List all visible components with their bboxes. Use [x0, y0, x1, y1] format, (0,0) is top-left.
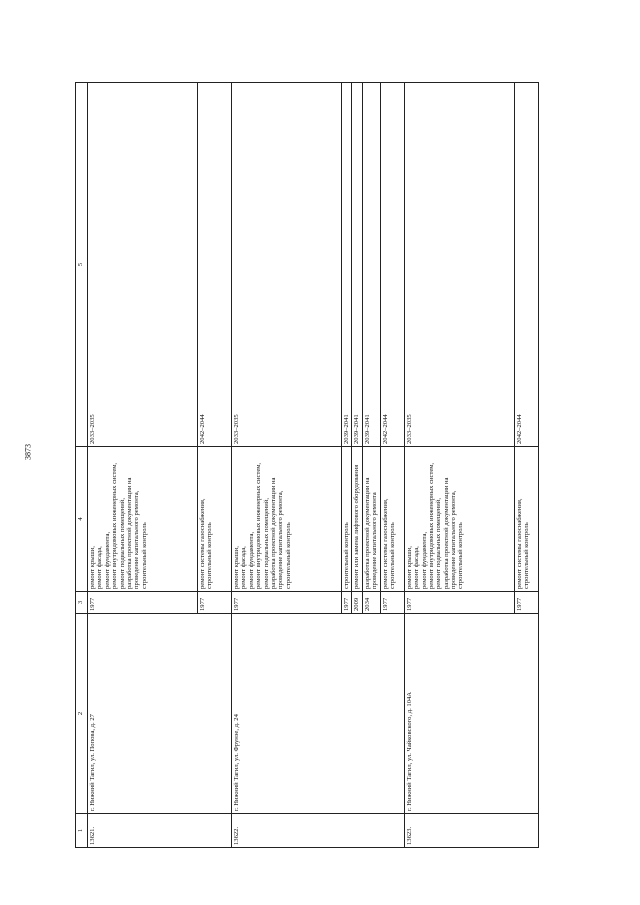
- object-address: г. Нижний Тагил, ул. Чайковского, д. 104А: [404, 614, 538, 814]
- repair-schedule-table: [75, 82, 539, 848]
- repair-work-item: ремонт системы газоснабжения,: [515, 498, 523, 589]
- repair-work-item: строительный контроль: [457, 522, 465, 589]
- commissioning-year: 1977: [380, 592, 404, 614]
- repair-work-item: строительный контроль: [523, 522, 531, 589]
- repair-work-item: проведение капитального ремонта,: [277, 490, 285, 589]
- repair-works: [514, 447, 538, 592]
- planned-period: 2039–2041: [352, 83, 362, 447]
- table-row: [232, 83, 342, 848]
- object-address: г. Нижний Тагил, ул. Попова, д. 27: [88, 614, 232, 814]
- planned-period: 2042–2044: [380, 83, 404, 447]
- object-address: г. Нижний Тагил, ул. Фрунзе, д. 24: [232, 614, 405, 814]
- repair-works: [362, 447, 380, 592]
- repair-work-item: ремонт крыши,: [89, 546, 96, 589]
- repair-work-item: строительный контроль: [140, 522, 148, 589]
- repair-work-item: ремонт внутридомовых инженерных систем,: [255, 462, 263, 589]
- repair-work-item: ремонт фундамента,: [247, 531, 255, 589]
- column-number: 4: [76, 447, 88, 592]
- object-number: 13622.: [232, 814, 405, 848]
- repair-work-item: разработка проектной документации на: [269, 477, 277, 589]
- repair-work-item: разработка проектной документации на: [125, 477, 133, 589]
- commissioning-year: 1977: [342, 592, 352, 614]
- column-number: 3: [76, 592, 88, 614]
- commissioning-year: 1977: [232, 592, 342, 614]
- planned-period: 2033–2035: [232, 83, 342, 447]
- commissioning-year: 2009: [352, 592, 362, 614]
- planned-period: 2033–2035: [88, 83, 198, 447]
- planned-period: 2039–2041: [342, 83, 352, 447]
- object-number: 13621.: [88, 814, 232, 848]
- repair-works: [404, 447, 514, 592]
- repair-work-item: ремонт системы газоснабжения,: [381, 498, 389, 589]
- page-number: 3873: [23, 444, 33, 460]
- repair-works: [380, 447, 404, 592]
- planned-period: 2039–2041: [362, 83, 380, 447]
- repair-work-item: ремонт фундамента,: [420, 531, 428, 589]
- repair-work-item: ремонт фасада,: [96, 546, 104, 589]
- table-row: [88, 83, 198, 848]
- repair-work-item: строительный контроль: [206, 522, 214, 589]
- repair-work-item: ремонт системы газоснабжения,: [199, 498, 206, 589]
- repair-work-item: ремонт крыши,: [233, 546, 240, 589]
- repair-work-item: разработка проектной документации на: [442, 477, 450, 589]
- planned-period: 2033–2035: [404, 83, 514, 447]
- commissioning-year: 1977: [514, 592, 538, 614]
- repair-work-item: ремонт внутридомовых инженерных систем,: [111, 462, 119, 589]
- repair-work-item: ремонт подвальных помещений,: [262, 498, 270, 589]
- object-number: 13623.: [404, 814, 538, 848]
- repair-work-item: ремонт крыши,: [405, 546, 413, 589]
- repair-work-item: ремонт внутридомовых инженерных систем,: [427, 462, 435, 589]
- column-number: 1: [76, 814, 88, 848]
- repair-work-item: проведение капитального ремонта,: [133, 490, 141, 589]
- repair-work-item: ремонт или замена лифтового оборудования: [353, 464, 361, 589]
- repair-work-item: проведение капитального ремонта,: [450, 490, 457, 589]
- commissioning-year: 2034: [362, 592, 380, 614]
- repair-work-item: ремонт фасада,: [413, 546, 421, 589]
- repair-work-item: строительный контроль: [343, 522, 350, 589]
- repair-work-item: ремонт подвальных помещений,: [435, 498, 443, 589]
- repair-work-item: строительный контроль: [389, 522, 397, 589]
- repair-works: [88, 447, 198, 592]
- table-row: [404, 83, 514, 848]
- repair-works: [198, 447, 232, 592]
- repair-work-item: строительный контроль: [284, 522, 292, 589]
- commissioning-year: 1977: [88, 592, 198, 614]
- planned-period: 2042–2044: [198, 83, 232, 447]
- repair-works: [232, 447, 342, 592]
- repair-work-item: ремонт фасада,: [240, 546, 248, 589]
- commissioning-year: 1977: [404, 592, 514, 614]
- column-number: 2: [76, 614, 88, 814]
- repair-work-item: ремонт подвальных помещений,: [118, 498, 126, 589]
- repair-works: [352, 447, 362, 592]
- repair-works: [342, 447, 352, 592]
- repair-work-item: разработка проектной документации на: [363, 477, 371, 589]
- planned-period: 2042–2044: [514, 83, 538, 447]
- document-sheet: [75, 83, 531, 848]
- repair-work-item: проведение капитального ремонта: [371, 492, 379, 589]
- column-number: 5: [76, 83, 88, 447]
- column-number-row: [76, 83, 88, 848]
- commissioning-year: 1977: [198, 592, 232, 614]
- repair-work-item: ремонт фундамента,: [103, 531, 111, 589]
